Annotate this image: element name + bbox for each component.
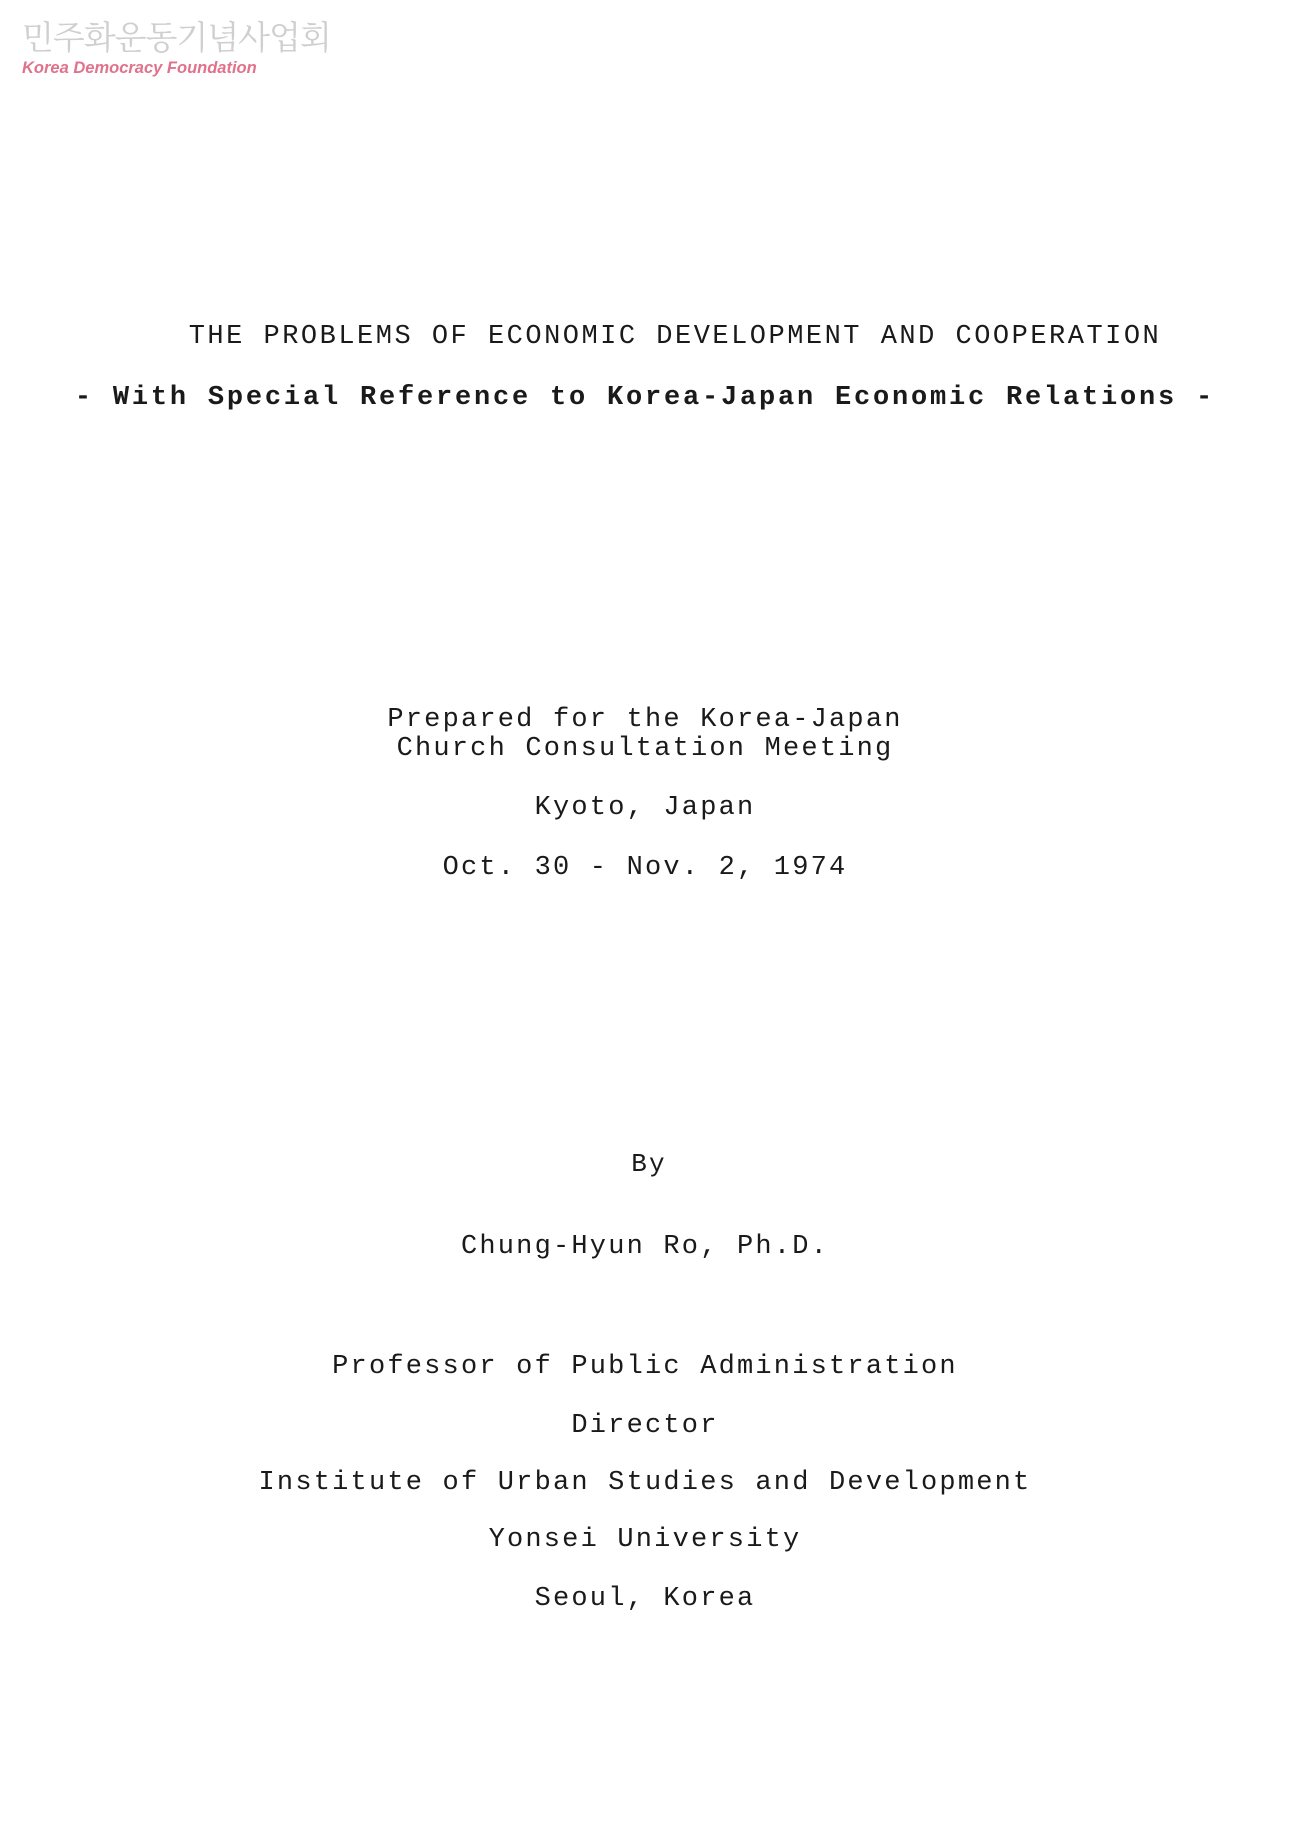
watermark-english-text: Korea Democracy Foundation — [22, 59, 257, 78]
affiliation-institute: Institute of Urban Studies and Development — [258, 1468, 1032, 1498]
by-label: By — [631, 1149, 667, 1179]
watermark-korean-text: 민주화운동기념사업회 — [22, 18, 331, 57]
affiliation-position: Director — [571, 1411, 719, 1441]
document-subtitle: - With Special Reference to Korea-Japan Economic Relations - — [74, 383, 1216, 413]
affiliation-university: Yonsei University — [488, 1525, 802, 1555]
prepared-for — [0, 706, 1290, 764]
prepared-for-line-1: Prepared for the Korea-Japan — [387, 705, 903, 735]
affiliation-city: Seoul, Korea — [534, 1584, 756, 1614]
prepared-for-line-2: Church Consultation Meeting — [396, 734, 894, 764]
meeting-dates: Oct. 30 - Nov. 2, 1974 — [442, 853, 848, 883]
watermark-logo — [22, 18, 331, 78]
author-name: Chung-Hyun Ro, Ph.D. — [460, 1232, 830, 1262]
affiliation-title: Professor of Public Administration — [332, 1352, 958, 1382]
meeting-location: Kyoto, Japan — [534, 793, 756, 823]
document-title: THE PROBLEMS OF ECONOMIC DEVELOPMENT AND COOPERATION — [188, 322, 1162, 352]
